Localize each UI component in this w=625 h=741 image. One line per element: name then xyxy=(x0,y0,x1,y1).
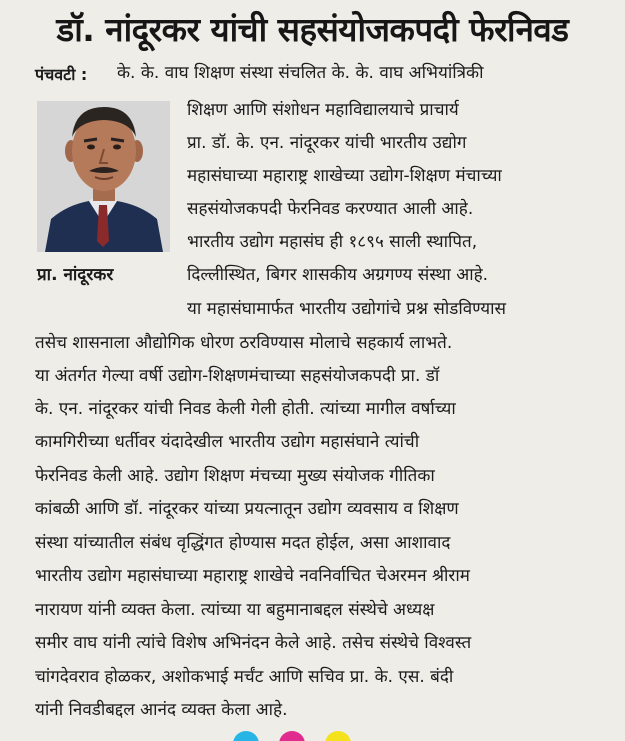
body-line: कांबळी आणि डॉ. नांदूरकर यांच्या प्रयत्नातून उद्योग व्यवसाय व शिक्षण xyxy=(35,499,459,519)
body-line: महासंघाच्या महाराष्ट्र शाखेच्या उद्योग-शिक्षण मंचाच्या xyxy=(187,166,502,186)
magenta-dot-icon xyxy=(279,731,305,741)
body-line: संस्था यांच्यातील संबंध वृद्धिंगत होण्यास मदत होईल, असा आशावाद xyxy=(35,533,451,553)
body-line: फेरनिवड केली आहे. उद्योग शिक्षण मंचच्या मुख्य संयोजक गीतिका xyxy=(35,466,435,486)
body-line: नारायण यांनी व्यक्त केला. त्यांच्या या बहुमानाबद्दल संस्थेचे अध्यक्ष xyxy=(35,600,435,620)
portrait-photo xyxy=(37,101,170,252)
body-line: भारतीय उद्योग महासंघाच्या महाराष्ट्र शाखेचे नवनिर्वाचित चेअरमन श्रीराम xyxy=(35,566,470,586)
body-line: कामगिरीच्या धर्तीवर यंदादेखील भारतीय उद्योग महासंघाने त्यांची xyxy=(35,432,420,452)
body-line: तसेच शासनाला औद्योगिक धोरण ठरविण्यास मोलाचे सहकार्य लाभते. xyxy=(35,333,453,353)
body-line: यांनी निवडीबद्दल आनंद व्यक्त केला आहे. xyxy=(35,700,288,720)
body-line: सहसंयोजकपदी फेरनिवड करण्यात आली आहे. xyxy=(187,199,474,219)
yellow-dot-icon xyxy=(325,731,351,741)
registration-marks xyxy=(233,731,393,741)
body-line: दिल्लीस्थित, बिगर शासकीय अग्रगण्य संस्था आहे. xyxy=(187,265,489,285)
photo-caption: प्रा. नांदूरकर xyxy=(37,265,114,285)
body-line: या महासंघामार्फत भारतीय उद्योगांचे प्रश्न सोडविण्यास xyxy=(187,299,507,319)
body-line: या अंतर्गत गेल्या वर्षी उद्योग-शिक्षणमंचाच्या सहसंयोजकपदी प्रा. डॉ xyxy=(35,366,440,386)
cyan-dot-icon xyxy=(233,731,259,741)
body-line: भारतीय उद्योग महासंघ ही १८९५ साली स्थापित, xyxy=(187,232,478,252)
body-line: समीर वाघ यांनी त्यांचे विशेष अभिनंदन केले आहे. तसेच संस्थेचे विश्वस्त xyxy=(35,633,472,653)
person-portrait-icon xyxy=(37,101,170,252)
headline: डॉ. नांदूरकर यांची सहसंयोजकपदी फेरनिवड xyxy=(56,10,569,49)
body-line: के. एन. नांदूरकर यांची निवड केली गेली होती. त्यांच्या मागील वर्षाच्या xyxy=(35,399,456,419)
dateline: पंचवटी : xyxy=(35,65,88,84)
body-line: प्रा. डॉ. के. एन. नांदूरकर यांची भारतीय उद्योग xyxy=(187,133,467,153)
body-line: के. के. वाघ शिक्षण संस्था संचलित के. के. वाघ अभियांत्रिकी xyxy=(117,63,484,83)
body-line: चांगदेवराव होळकर, अशोकभाई मर्चंट आणि सचिव प्रा. के. एस. बंदी xyxy=(35,667,454,687)
body-line: शिक्षण आणि संशोधन महाविद्यालयाचे प्राचार्य xyxy=(187,100,459,120)
